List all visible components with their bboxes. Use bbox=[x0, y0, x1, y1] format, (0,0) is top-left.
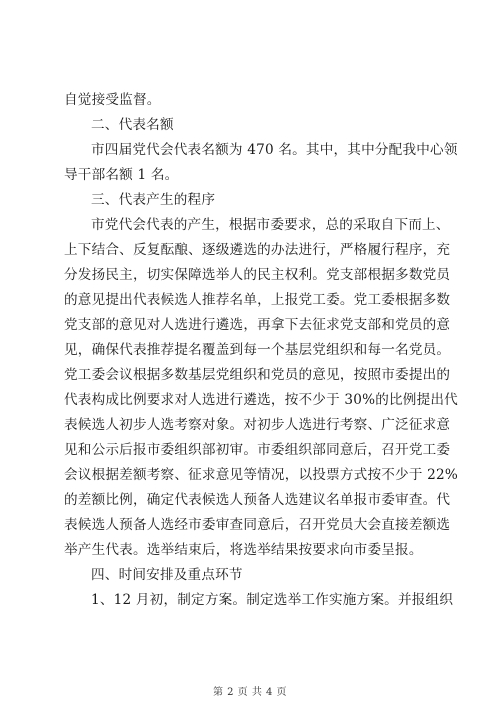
body-line: 分发扬民主，切实保障选举人的民主权利。党支部根据多数党员 bbox=[64, 267, 451, 283]
body-line: 1、12 月初，制定方案。制定选举工作实施方案。并报组织 bbox=[91, 592, 454, 608]
body-line: 上下结合、反复酝酿、逐级遴选的办法进行，严格履行程序，充 bbox=[64, 242, 451, 258]
body-line: 见，确保代表推荐提名覆盖到每一个基层党组织和每一名党员。 bbox=[64, 342, 451, 358]
body-line: 表候选人初步人选考察对象。对初步人选进行考察、广泛征求意 bbox=[64, 417, 451, 433]
page-number-footer: 第 2 页 共 4 页 bbox=[212, 687, 288, 698]
body-line: 导干部名额 1 名。 bbox=[64, 167, 179, 183]
body-line: 党工委会议根据多数基层党组织和党员的意见，按照市委提出的 bbox=[64, 367, 451, 383]
body-line: 表候选人预备人选经市委审查同意后，召开党员大会直接差额选 bbox=[64, 517, 451, 533]
body-line: 代表构成比例要求对人选进行遴选，按不少于 30%的比例提出代 bbox=[64, 392, 458, 408]
section-heading-schedule: 四、时间安排及重点环节 bbox=[91, 567, 243, 583]
section-heading-quota: 二、代表名额 bbox=[91, 117, 174, 133]
body-line: 党支部的意见对人选进行遴选，再拿下去征求党支部和党员的意 bbox=[64, 317, 451, 333]
body-line: 的差额比例，确定代表候选人预备人选建议名单报市委审查。代 bbox=[64, 492, 451, 508]
section-heading-procedure: 三、代表产生的程序 bbox=[91, 192, 216, 208]
body-line: 市四届党代会代表名额为 470 名。其中，其中分配我中心领 bbox=[91, 142, 458, 158]
body-line: 自觉接受监督。 bbox=[64, 92, 161, 108]
body-line: 的意见提出代表候选人推荐名单，上报党工委。党工委根据多数 bbox=[64, 292, 451, 308]
body-line: 见和公示后报市委组织部初审。市委组织部同意后，召开党工委 bbox=[64, 442, 451, 458]
body-line: 举产生代表。选举结束后，将选举结果按要求向市委呈报。 bbox=[64, 542, 423, 558]
body-line: 市党代会代表的产生，根据市委要求，总的采取自下而上、 bbox=[91, 217, 450, 233]
document-body bbox=[64, 88, 458, 613]
body-line: 会议根据差额考察、征求意见等情况，以投票方式按不少于 22% bbox=[64, 467, 458, 483]
